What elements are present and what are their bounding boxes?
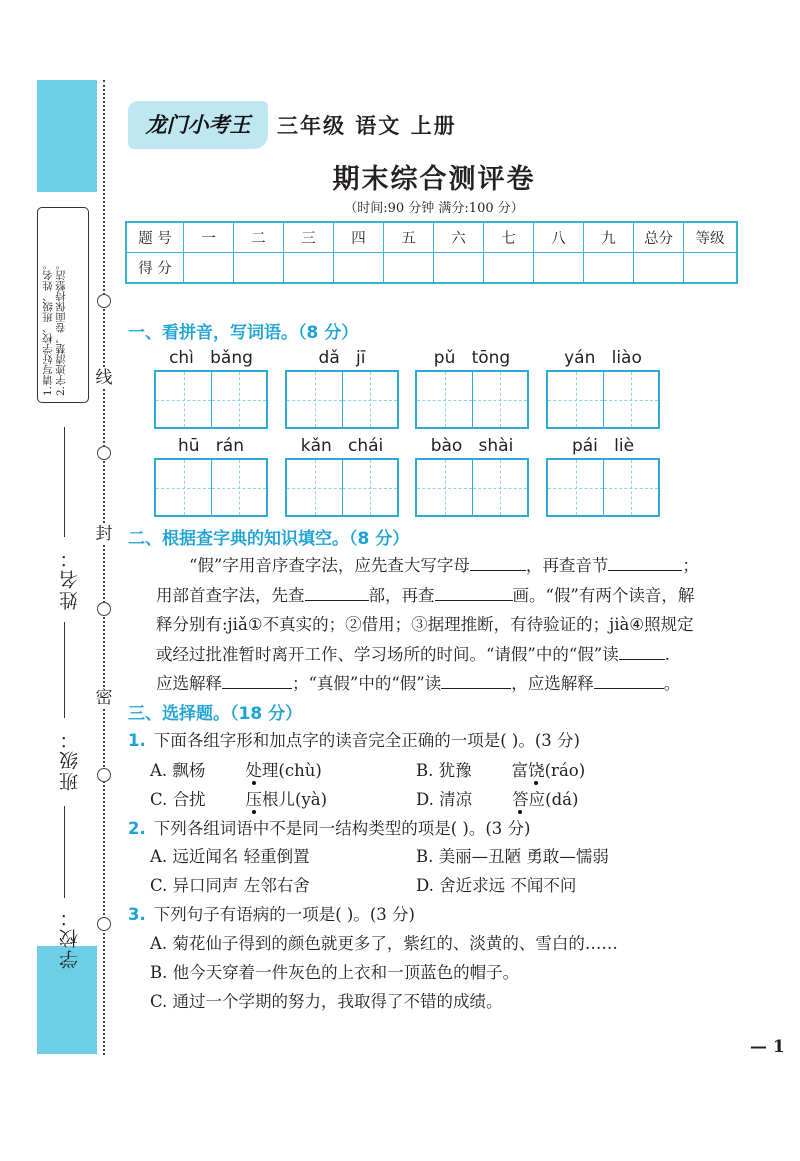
section-2-heading: 二、根据查字典的知识填空。（8 分） bbox=[128, 529, 410, 549]
q1-option-c[interactable]: C. 合扰 压根儿(yà) bbox=[150, 790, 328, 809]
writing-grid[interactable] bbox=[415, 370, 529, 429]
notice-box bbox=[37, 207, 89, 403]
writing-grid[interactable] bbox=[154, 458, 268, 517]
pinyin bbox=[155, 436, 267, 456]
score-cell[interactable] bbox=[184, 253, 234, 284]
score-cell[interactable] bbox=[334, 253, 384, 284]
pinyin bbox=[547, 348, 659, 368]
para-line: 用部首查字法，先查 部，再查 画。“假”有两个读音，解 bbox=[156, 581, 746, 611]
score-cell[interactable] bbox=[284, 253, 334, 284]
pinyin bbox=[416, 436, 528, 456]
score-cell[interactable] bbox=[484, 253, 534, 284]
binding-hole bbox=[97, 446, 111, 460]
notice-line-2: 2.字迹清楚，卷面保持整洁。 bbox=[55, 259, 67, 396]
score-cell[interactable] bbox=[434, 253, 484, 284]
subject-label: 三年级 语文 上册 bbox=[277, 113, 457, 138]
score-table-score-row bbox=[126, 253, 737, 284]
answer-blank[interactable] bbox=[594, 670, 664, 689]
school-label: 学校： bbox=[59, 906, 81, 969]
score-header-cell: 等级 bbox=[684, 222, 738, 253]
score-header-cell: 二 bbox=[234, 222, 284, 253]
score-cell[interactable] bbox=[684, 253, 738, 284]
pinyin-syllable: pái bbox=[571, 436, 598, 456]
school-field[interactable] bbox=[64, 806, 65, 898]
seal-char-feng: 封 bbox=[95, 524, 113, 544]
question-text: 下列各组词语中不是同一结构类型的项是( )。(3 分) bbox=[153, 819, 531, 838]
pinyin-syllable: hū bbox=[178, 436, 200, 456]
question-1 bbox=[128, 727, 580, 751]
notice-line-1: 1.请写好学校、班级、姓名。 bbox=[42, 259, 54, 396]
binding-hole bbox=[97, 768, 111, 782]
q3-option-b[interactable]: B. 他今天穿着一件灰色的上衣和一顶蓝色的帽子。 bbox=[150, 963, 520, 982]
pinyin-syllable: yán bbox=[564, 348, 596, 368]
score-cell[interactable] bbox=[584, 253, 634, 284]
pinyin bbox=[547, 436, 659, 456]
score-table-header-row bbox=[126, 222, 737, 253]
pinyin bbox=[155, 348, 267, 368]
q1-option-a[interactable]: A. 飘杨 处理(chù) bbox=[150, 761, 322, 780]
q2-option-b[interactable]: B. 美丽—丑陋 勇敢—懦弱 bbox=[416, 847, 609, 866]
question-number: 2. bbox=[128, 819, 146, 838]
para-line: “假”字用音序查字法，应先查大写字母 ，再查音节 ； bbox=[156, 551, 746, 581]
name-field[interactable] bbox=[64, 427, 65, 537]
seal-char-mi: 密 bbox=[95, 688, 113, 708]
score-header-cell: 九 bbox=[584, 222, 634, 253]
pinyin-syllable: tōng bbox=[471, 348, 511, 368]
q2-option-a[interactable]: A. 远近闻名 轻重倒置 bbox=[150, 847, 310, 866]
writing-grid[interactable] bbox=[154, 370, 268, 429]
pinyin-syllable: kǎn bbox=[300, 436, 332, 456]
writing-grid[interactable] bbox=[415, 458, 529, 517]
exam-meta: （时间:90 分钟 满分:100 分） bbox=[344, 201, 524, 216]
q2-option-d[interactable]: D. 舍近求远 不闻不问 bbox=[416, 876, 577, 895]
seal-char-xian: 线 bbox=[95, 368, 113, 388]
question-text: 下列句子有语病的一项是( )。(3 分) bbox=[153, 905, 415, 924]
question-text: 下面各组字形和加点字的读音完全正确的一项是( )。(3 分) bbox=[153, 731, 580, 750]
binding-line bbox=[103, 80, 105, 1055]
para-line: 释分别有:jiǎ①不真实的；②借用；③据理推断，有待验证的；jià④照规定 bbox=[156, 615, 694, 634]
score-header-cell: 八 bbox=[534, 222, 584, 253]
pinyin bbox=[286, 436, 398, 456]
binding-hole bbox=[97, 294, 111, 308]
score-row-label: 得 分 bbox=[126, 253, 184, 284]
answer-blank[interactable] bbox=[435, 582, 513, 601]
page-number: — 1 bbox=[750, 1037, 785, 1057]
score-table bbox=[125, 221, 738, 284]
score-header-cell: 三 bbox=[284, 222, 334, 253]
para-line: 或经过批准暂时离开工作、学习场所的时间。“请假”中的“假”读 . bbox=[156, 640, 746, 670]
score-header-cell: 七 bbox=[484, 222, 534, 253]
pinyin-syllable: pǔ bbox=[433, 348, 456, 368]
question-number: 1. bbox=[128, 731, 146, 750]
brand-logo: 龙门小考王 bbox=[128, 101, 268, 149]
q1-option-b[interactable]: B. 犹豫 富饶(ráo) bbox=[416, 761, 586, 780]
pinyin-syllable: liè bbox=[614, 436, 635, 456]
score-cell[interactable] bbox=[634, 253, 684, 284]
binding-hole bbox=[97, 602, 111, 616]
page-title: 期末综合测评卷 bbox=[332, 164, 536, 195]
pinyin-syllable: bào bbox=[430, 436, 463, 456]
writing-grid[interactable] bbox=[546, 458, 660, 517]
pinyin-syllable: jī bbox=[355, 348, 366, 368]
answer-blank[interactable] bbox=[305, 582, 369, 601]
score-header-cell: 五 bbox=[384, 222, 434, 253]
binding-hole bbox=[97, 917, 111, 931]
q3-option-a[interactable]: A. 菊花仙子得到的颜色就更多了，紫红的、淡黄的、雪白的…… bbox=[150, 934, 618, 953]
pinyin-syllable: bǎng bbox=[210, 348, 253, 368]
section-3-heading: 三、选择题。（18 分） bbox=[128, 704, 303, 724]
score-header-cell: 六 bbox=[434, 222, 484, 253]
class-label: 班级： bbox=[59, 728, 81, 791]
answer-blank[interactable] bbox=[222, 670, 292, 689]
answer-blank[interactable] bbox=[441, 670, 511, 689]
question-number: 3. bbox=[128, 905, 146, 924]
q1-option-d[interactable]: D. 清凉 答应(dá) bbox=[416, 790, 579, 809]
pinyin-syllable: rán bbox=[215, 436, 244, 456]
score-cell[interactable] bbox=[384, 253, 434, 284]
question-2 bbox=[128, 815, 531, 839]
q2-option-c[interactable]: C. 异口同声 左邻右舍 bbox=[150, 876, 310, 895]
question-3 bbox=[128, 901, 415, 925]
pinyin-syllable: liào bbox=[611, 348, 642, 368]
score-cell[interactable] bbox=[234, 253, 284, 284]
pinyin-syllable: dǎ bbox=[318, 348, 340, 368]
writing-grid[interactable] bbox=[285, 458, 399, 517]
score-header-cell: 四 bbox=[334, 222, 384, 253]
q3-option-c[interactable]: C. 通过一个学期的努力，我取得了不错的成绩。 bbox=[150, 992, 503, 1011]
score-header-cell: 一 bbox=[184, 222, 234, 253]
answer-blank[interactable] bbox=[470, 552, 526, 571]
pinyin-syllable: chì bbox=[169, 348, 194, 368]
pinyin bbox=[286, 348, 398, 368]
score-header-cell: 题 号 bbox=[126, 222, 184, 253]
answer-blank[interactable] bbox=[608, 552, 682, 571]
para-line: 应选解释 ；“真假”中的“假”读 ，应选解释 。 bbox=[156, 669, 746, 699]
section-1-heading: 一、看拼音，写词语。（8 分） bbox=[128, 323, 359, 343]
answer-blank[interactable] bbox=[619, 641, 665, 660]
pinyin bbox=[416, 348, 528, 368]
score-cell[interactable] bbox=[534, 253, 584, 284]
pinyin-syllable: shài bbox=[478, 436, 514, 456]
class-field[interactable] bbox=[64, 622, 65, 718]
score-header-cell: 总分 bbox=[634, 222, 684, 253]
section-2-paragraph bbox=[156, 551, 746, 699]
name-label: 姓名： bbox=[59, 547, 81, 610]
writing-grid[interactable] bbox=[285, 370, 399, 429]
writing-grid[interactable] bbox=[546, 370, 660, 429]
pinyin-syllable: chái bbox=[348, 436, 384, 456]
